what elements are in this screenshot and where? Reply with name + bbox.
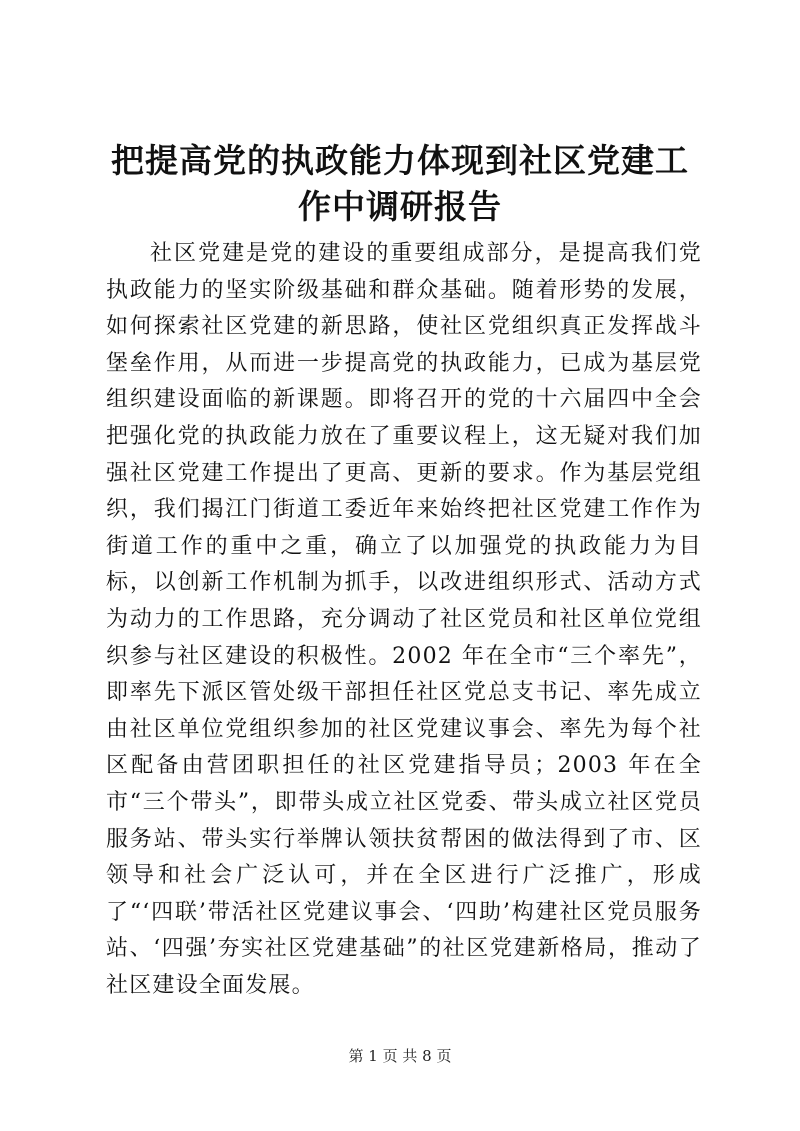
- body-paragraph: 社区党建是党的建设的重要组成部分，是提高我们党执政能力的坚实阶级基础和群众基础。随着形势的发展，如何探索社区党建的新思路，使社区党组织真正发挥战斗堡垒作用，从而进一步提高党的执政能力，已成为基层党组织建设面临的新课题。即将召开的党的十六届四中全会把强化党的执政能力放在了重要议程上，这无疑对我们加强社区党建工作提出了更高、更新的要求。作为基层党组织，我们揭江门街道工委近年来始终把社区党建工作作为街道工作的重中之重，确立了以加强党的执政能力为目标，以创新工作机制为抓手，以改进组织形式、活动方式为动力的工作思路，充分调动了社区党员和社区单位党组织参与社区建设的积极性。2002 年在全市“三个率先”，即率先下派区管处级干部担任社区党总支书记、率先成立由社区单位党组织参加的社区党建议事会、率先为每个社区配备由营团职担任的社区党建指导员；2003 年在全市“三个带头”，即带头成立社区党委、带头成立社区党员服务站、带头实行举牌认领扶贫帮困的做法得到了市、区领导和社会广泛认可，并在全区进行广泛推广，形成了“‘四联’带活社区党建议事会、‘四助’构建社区党员服务站、‘四强’夯实社区党建基础”的社区党建新格局，推动了社区建设全面发展。: [106, 241, 702, 998]
- document-title: 把提高党的执政能力体现到社区党建工作中调研报告: [111, 141, 689, 226]
- page-footer: 第 1 页 共 8 页: [348, 1047, 452, 1065]
